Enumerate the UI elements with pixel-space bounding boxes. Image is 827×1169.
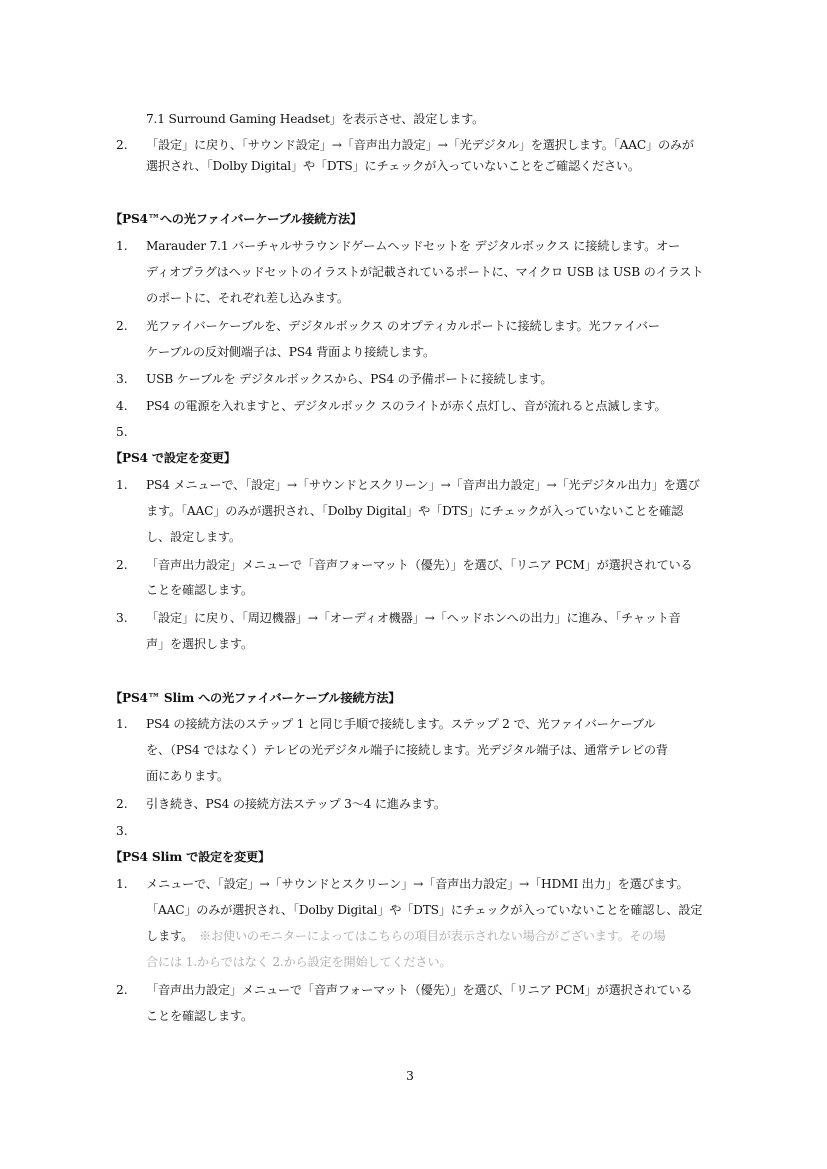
list-item-text: PS4 の接続方法のステップ 1 と同じ手順で接続します。ステップ 2 で、光ファイバーケーブル — [146, 717, 656, 731]
list-item-text: 面にあります。 — [146, 769, 229, 783]
list-item-text: メニューで、「設定」→「サウンドとスクリーン」→「音声出力設定」→「HDMI 出力」を選びます。 — [146, 877, 689, 891]
list-item-text: PS4 メニューで、「設定」→「サウンドとスクリーン」→「音声出力設定」→「光デジタル出力」を選び — [146, 478, 700, 492]
list-item-number: 3. — [116, 372, 128, 386]
list-item-number: 3. — [116, 824, 128, 838]
list-item-text: 光ファイバーケーブルを、デジタルボックス のオプティカルポートに接続します。光ファイバー — [146, 319, 660, 333]
list-item-text: ことを確認します。 — [146, 1009, 253, 1023]
list-item-text: ディオプラグはヘッドセットのイラストが記載されているポートに、マイクロ USB は USB のイラスト — [146, 265, 704, 279]
list-item-text: します。 — [146, 929, 193, 943]
list-item-text: PS4 の電源を入れますと、デジタルボック スのライトが赤く点灯し、音が流れると点滅します。 — [146, 399, 667, 413]
list-item-text: を、（PS4 ではなく）テレビの光デジタル端子に接続します。光デジタル端子は、通常テレビの背 — [146, 743, 668, 757]
list-item-text-mixed — [146, 928, 666, 944]
page-number: 3 — [406, 1068, 414, 1083]
list-item-number: 2. — [116, 319, 128, 333]
list-item-text: のポートに、それぞれ差し込みます。 — [146, 291, 349, 305]
list-item-text: ことを確認します。 — [146, 583, 253, 597]
list-item-text: USB ケーブルを デジタルボックスから、PS4 の予備ポートに接続します。 — [146, 372, 553, 386]
list-item-text: し、設定します。 — [146, 530, 241, 544]
list-item-number: 2. — [116, 558, 128, 572]
list-item-number: 4. — [116, 399, 128, 413]
ps4-settings-heading: 【PS4 で設定を変更】 — [110, 451, 236, 465]
list-item-number: 5. — [116, 425, 128, 439]
list-item-text: 引き続き、PS4 の接続方法ステップ 3～4 に進みます。 — [146, 797, 446, 811]
list-item-text: 声」を選択します。 — [146, 637, 253, 651]
list-item-text: ケーブルの反対側端子は、PS4 背面より接続します。 — [146, 345, 436, 359]
list-item-number: 1. — [116, 478, 128, 492]
note-text: ※お使いのモニターによってはこちらの項目が表示されない場合がございます。その場 — [198, 929, 666, 943]
list-item-text: 「AAC」のみが選択され、「Dolby Digital」や「DTS」にチェックが入っていないことを確認し、設定 — [146, 903, 703, 917]
list-item-text: 「音声出力設定」メニューで「音声フォーマット（優先）」を選び、「リニア PCM」が選択されている — [146, 983, 693, 997]
note-text: 合には 1.からではなく 2.から設定を開始してください。 — [146, 955, 452, 969]
list-item-text: 「音声出力設定」メニューで「音声フォーマット（優先）」を選び、「リニア PCM」が選択されている — [146, 558, 693, 572]
ps4-connect-heading: 【PS4™への光ファイバーケーブル接続方法】 — [110, 212, 363, 226]
intro-item-number: 2. — [116, 138, 128, 152]
list-item-text: Marauder 7.1 バーチャルサラウンドゲームヘッドセットを デジタルボックス に接続します。オー — [146, 239, 681, 253]
slim-connect-heading: 【PS4™ Slim への光ファイバーケーブル接続方法】 — [110, 691, 401, 705]
list-item-number: 3. — [116, 611, 128, 625]
list-item-number: 2. — [116, 797, 128, 811]
list-item-text: ます。「AAC」のみが選択され、「Dolby Digital」や「DTS」にチェックが入っていないことを確認 — [146, 504, 684, 518]
list-item-number: 1. — [116, 717, 128, 731]
list-item-number: 1. — [116, 239, 128, 253]
intro-line-1: 7.1 Surround Gaming Headset」を表示させ、設定します。 — [146, 112, 485, 126]
list-item-number: 2. — [116, 983, 128, 997]
intro-line-2b: 選択され、「Dolby Digital」や「DTS」にチェックが入っていないことをご確認ください。 — [146, 159, 640, 173]
intro-line-2a: 「設定」に戻り、「サウンド設定」→「音声出力設定」→「光デジタル」を選択します。「AAC」のみが — [146, 138, 694, 152]
list-item-text: 「設定」に戻り、「周辺機器」→「オーディオ機器」→「ヘッドホンへの出力」に進み、「チャット音 — [146, 611, 681, 625]
slim-settings-heading: 【PS4 Slim で設定を変更】 — [110, 850, 270, 864]
list-item-number: 1. — [116, 877, 128, 891]
